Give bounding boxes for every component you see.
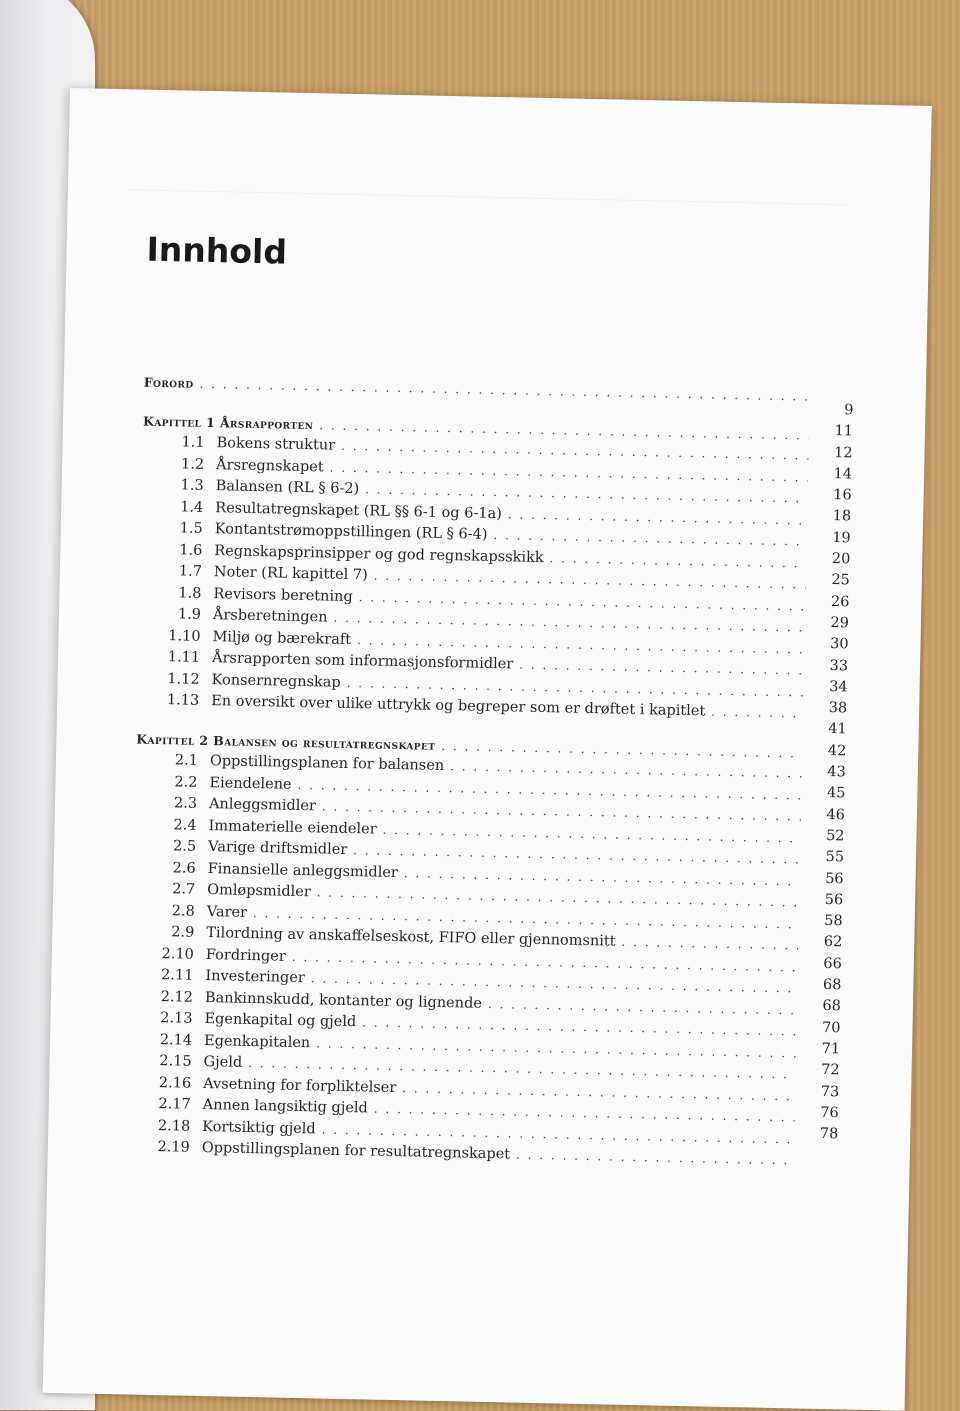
section-number: 2.5 [172,838,197,855]
section-number: 1.6 [179,541,203,559]
section-number: 2.9 [171,924,195,941]
section-title: Noter (RL kapittel 7) [213,564,368,584]
section-title: Varige driftsmidler [207,839,348,858]
page-number: 62 [823,934,843,951]
section-number: 2.17 [158,1096,191,1113]
section-title: En oversikt over ulike uttrykk og begreper som er drøftet i kapitlet [211,693,706,720]
page-number: 41 [828,721,847,738]
page-number: 46 [826,806,846,824]
section-title: Kontantstrømoppstillingen (RL § 6-4) [214,521,488,543]
page-number: 26 [830,593,850,611]
page-number: 29 [830,615,850,632]
page-number: 58 [824,913,843,930]
chapter-heading: Kapittel 2 Balansen og resultatregnskapet [136,731,436,753]
section-title: Revisors beretning [213,585,353,605]
page-number: 55 [825,849,845,866]
section-title: Egenkapital og gjeld [204,1011,357,1031]
page-number: 56 [824,891,844,909]
section-number: 1.4 [180,498,204,516]
page-number: 72 [820,1062,840,1079]
page-number: 52 [825,827,845,845]
section-number: 1.10 [168,627,201,645]
section-title: Annen langsiktig gjeld [202,1097,368,1117]
section-number: 1.12 [167,670,200,688]
section-title: Årsregnskapet [215,456,324,475]
page-number: 45 [826,785,846,802]
section-title: Gjeld [203,1054,243,1071]
section-title: Anleggsmidler [208,796,317,815]
section-number: 1.9 [177,606,202,623]
page-number: 20 [831,551,851,568]
chapter-heading: Forord [143,374,194,391]
section-title: Årsberetningen [212,607,328,626]
page-title: Innhold [146,229,288,272]
section-title: Finansielle anleggsmidler [207,860,398,881]
book-page [43,88,932,1411]
section-number: 1.7 [178,563,203,580]
section-number: 2.8 [171,902,195,920]
section-number: 2.10 [161,945,195,963]
section-number: 1.8 [178,584,202,602]
section-number: 2.13 [160,1010,193,1027]
section-title: Oppstillingsplanen for balansen [209,753,445,774]
page-number: 11 [834,423,854,440]
chapter-heading: Kapittel 1 Årsrapporten [142,413,314,432]
page-number: 16 [833,487,852,504]
page-number: 70 [821,1019,841,1036]
page-number: 68 [822,998,842,1015]
page-number: 78 [819,1126,839,1143]
page-number: 30 [829,636,849,653]
section-title: Oppstillingsplanen for resultatregnskapet [201,1139,511,1163]
page-number: 76 [820,1104,839,1122]
section-number: 2.6 [172,859,196,877]
section-title: Årsrapporten som informasjonsformidler [211,650,514,673]
section-number: 2.12 [160,988,194,1006]
page-number: 14 [833,465,853,483]
section-title: Bokens struktur [216,435,336,454]
section-title: Eiendelene [209,774,292,793]
section-title: Fordringer [205,946,286,965]
section-title: Konsernregnskap [211,671,341,691]
page-number: 34 [829,678,848,696]
bleed-through-rule [128,189,848,205]
page-number: 9 [844,402,854,419]
section-number: 2.7 [172,881,196,898]
section-title: Omløpsmidler [207,882,311,901]
section-title: Resultatregnskapet (RL §§ 6-1 og 6-1a) [215,499,503,522]
dot-leader [711,702,803,725]
section-title: Bankinnskudd, kontanter og lignende [204,989,483,1012]
page-number: 38 [828,700,848,717]
table-of-contents [128,372,816,1172]
page-number: 33 [829,657,849,674]
page-number: 68 [822,976,842,994]
section-number: 2.16 [158,1074,192,1092]
section-title: Regnskapsprinsipper og god regnskapsskikk [214,542,544,566]
page-number: 66 [823,955,842,973]
page-number: 42 [827,742,847,760]
page-number: 43 [827,764,847,781]
page-number: 71 [821,1040,841,1058]
section-number: 2.15 [159,1053,192,1070]
section-number: 2.19 [157,1139,191,1156]
section-number: 1.2 [180,455,205,473]
page-number: 19 [832,529,851,547]
section-title: Miljø og bærekraft [212,628,352,648]
page-number: 25 [831,572,851,589]
page-number: 18 [832,508,852,525]
section-number: 2.1 [174,752,199,769]
section-title: Immaterielle eiendeler [208,817,377,838]
section-number: 2.4 [173,816,197,834]
section-number: 2.18 [157,1117,191,1135]
section-title: Kortsiktig gjeld [202,1118,316,1137]
section-number: 1.11 [167,649,201,666]
section-title: Balansen (RL § 6-2) [215,478,360,498]
section-number: 1.1 [181,434,205,451]
section-title: Tilordning av anskaffelseskost, FIFO eller gjennomsnitt [206,925,616,950]
section-title: Egenkapitalen [203,1032,311,1051]
section-title: Avsetning for forpliktelser [203,1075,397,1096]
section-number: 2.11 [160,967,194,984]
page-number: 73 [820,1083,840,1100]
section-title: Investeringer [205,968,305,987]
section-number: 1.3 [180,477,204,494]
section-number: 2.2 [174,773,198,791]
page-number: 56 [824,870,844,887]
section-title: Varer [206,903,248,921]
section-number: 2.14 [159,1031,193,1049]
section-number: 1.13 [166,692,200,709]
section-number: 1.5 [179,520,203,537]
page-number: 12 [833,444,853,462]
section-number: 2.3 [173,795,198,812]
dot-leader [516,1145,794,1172]
